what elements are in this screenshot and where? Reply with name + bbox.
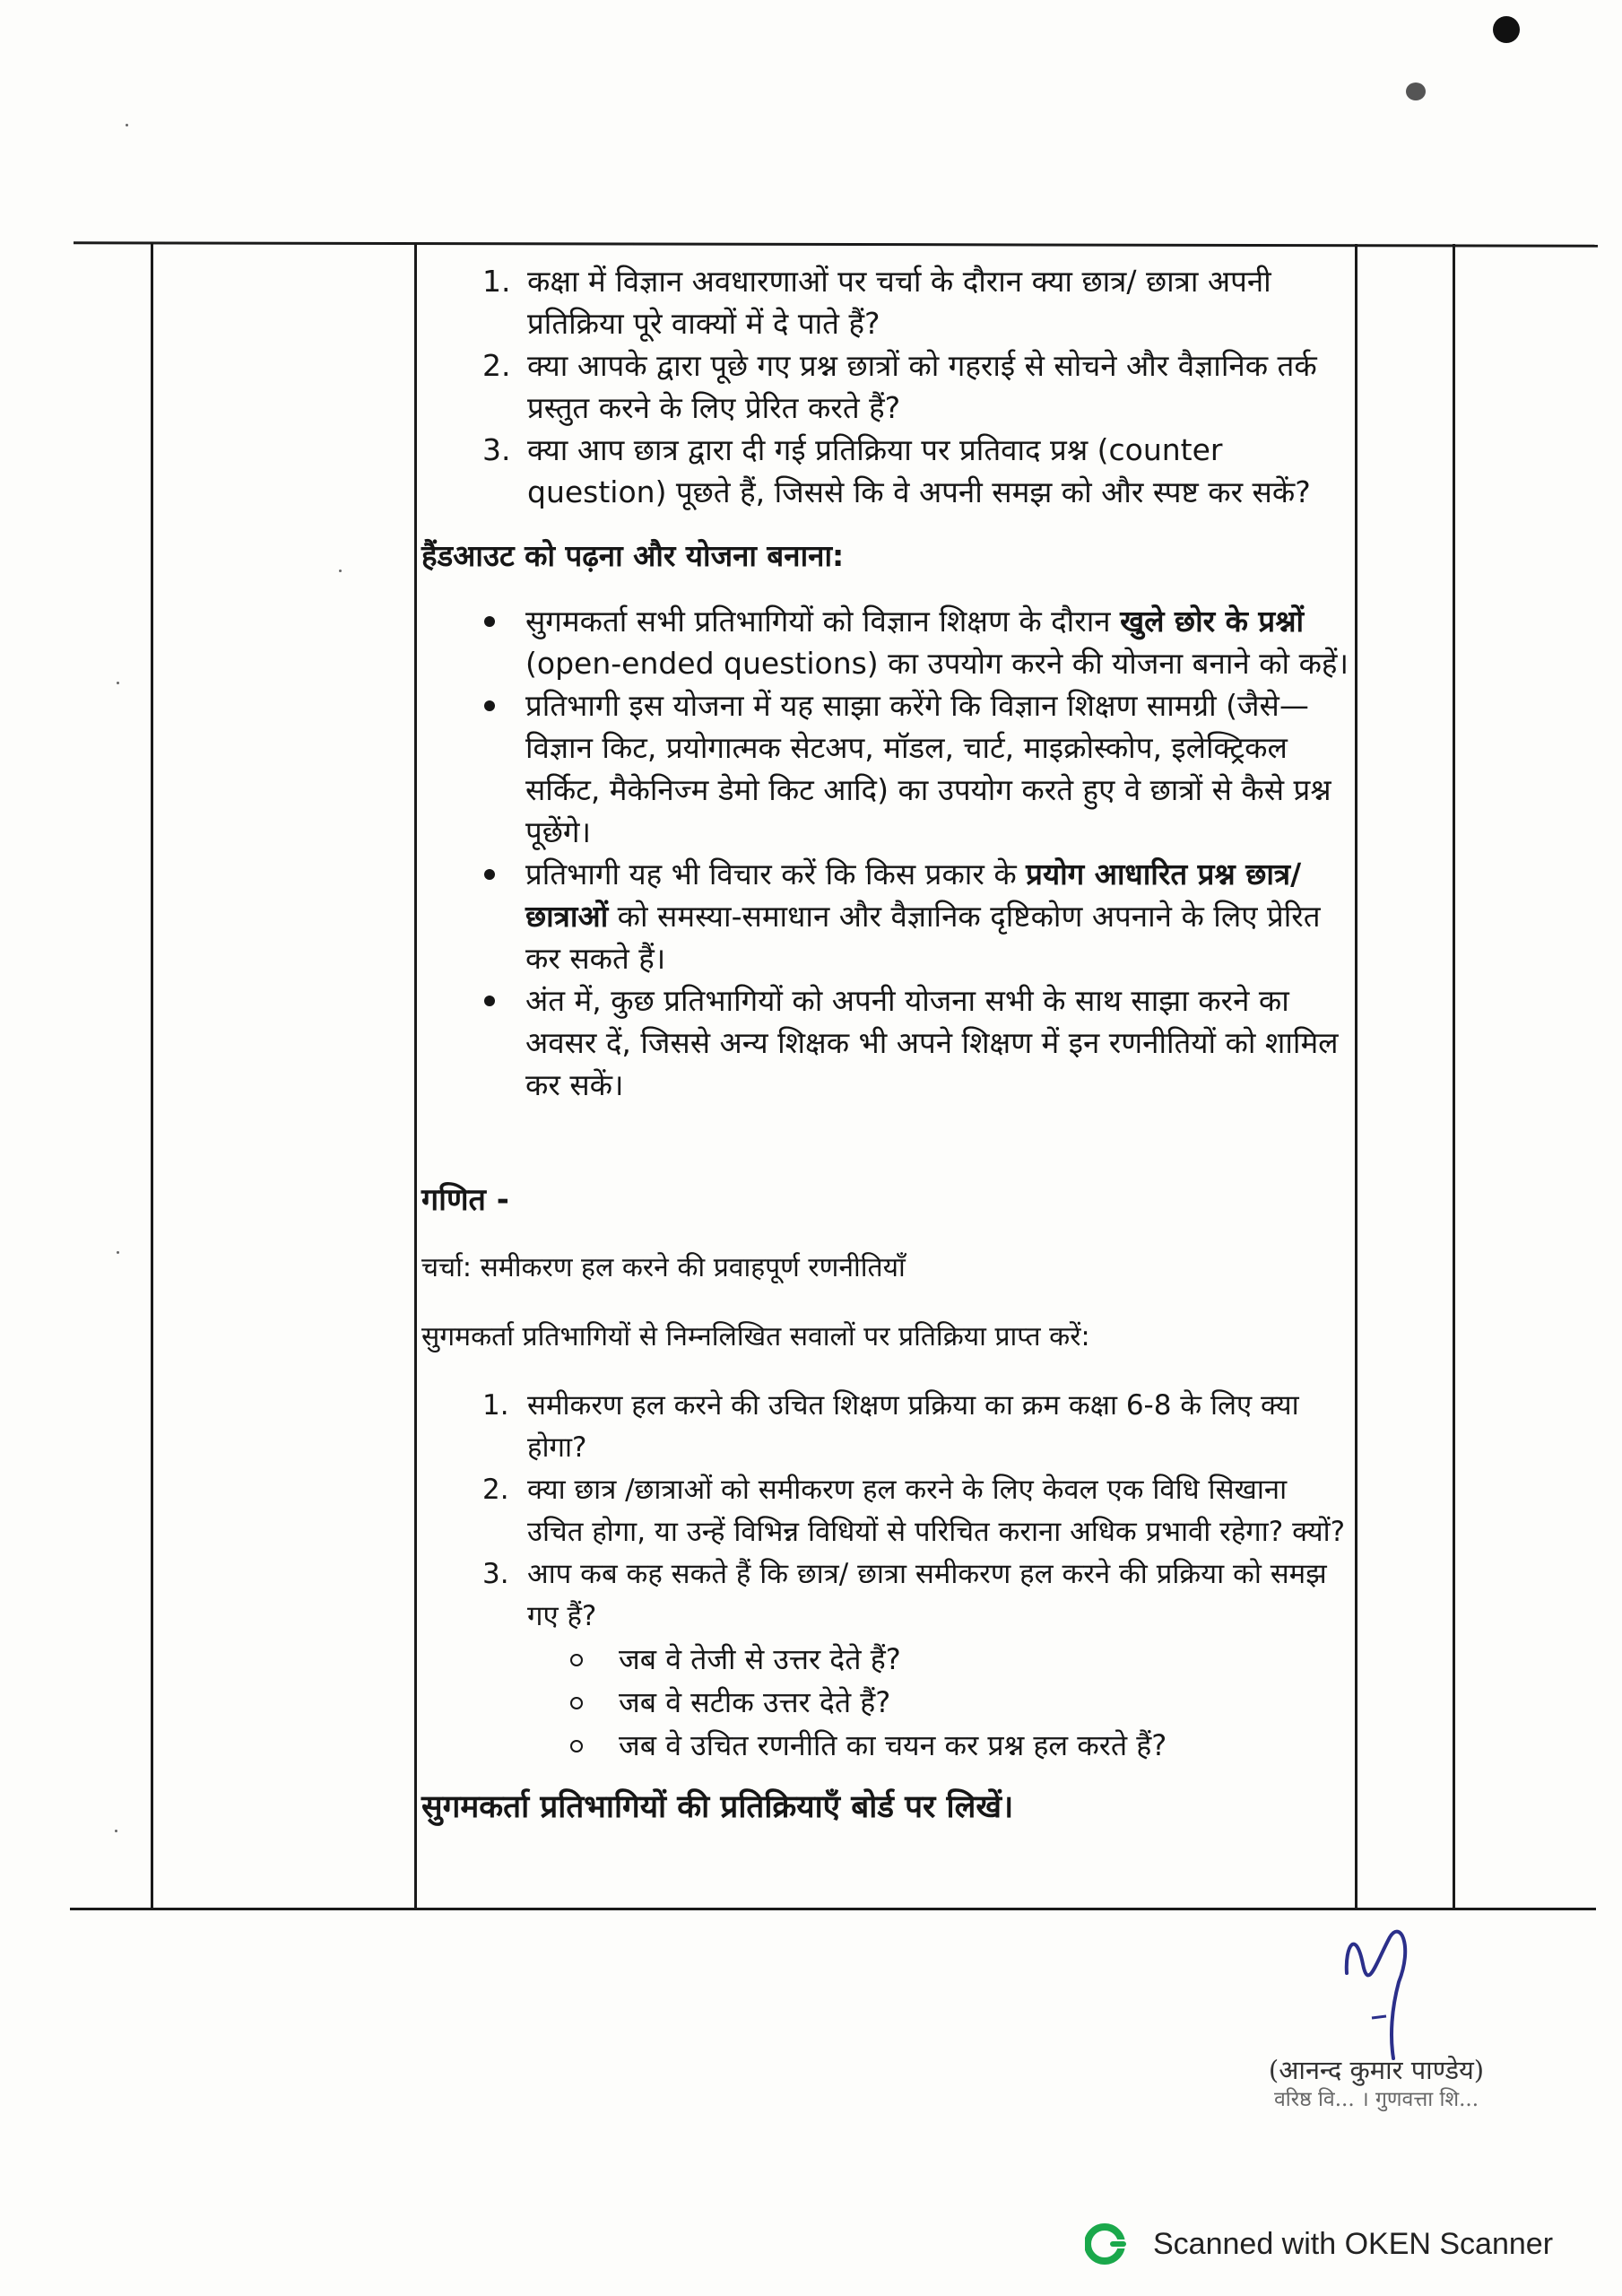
list-item: जब वे उचित रणनीति का चयन कर प्रश्न हल करते हैं? — [421, 1724, 1349, 1767]
math-questions-list — [421, 1385, 1349, 1638]
table-col-line — [1453, 244, 1455, 1910]
stamp-designation: वरिष्ठ वि... । गुणवत्ता शि... — [1273, 2088, 1479, 2111]
bullet-icon — [484, 996, 495, 1006]
list-item: 1. कक्षा में विज्ञान अवधारणाओं पर चर्चा के दौरान क्या छात्र/ छात्रा अपनी प्रतिक्रिया पूरे वाक्यों में दे पाते हैं? — [482, 264, 1271, 341]
prompt-text: सुगमकर्ता प्रतिभागियों से निम्नलिखित सवालों पर प्रतिक्रिया प्राप्त करें: — [421, 1321, 1090, 1352]
handout-bullet-list — [421, 600, 1349, 1106]
discussion-title: चर्चा: समीकरण हल करने की प्रवाहपूर्ण रणनीतियाँ — [421, 1252, 906, 1283]
table-col-line — [1355, 244, 1357, 1910]
list-item: प्रतिभागी यह भी विचार करें कि किस प्रकार के प्रयोग आधारित प्रश्न छात्र/ छात्राओं को समस्या-समाधान और वैज्ञानिक दृष्टिकोण अपनाने के लिए प्रेरित कर सकते हैं। — [421, 853, 1349, 979]
table-col-line — [414, 244, 417, 1910]
scan-mark-small — [1406, 83, 1426, 100]
list-item: 2. क्या छात्र /छात्राओं को समीकरण हल करने के लिए केवल एक विधि सिखाना उचित होगा, या उन्हें विभिन्न विधियों से परिचित कराना अधिक प्रभावी रहेगा? क्यों? — [482, 1474, 1346, 1548]
math-heading: गणित - — [421, 1182, 509, 1218]
circle-bullet-icon — [570, 1697, 583, 1709]
list-item: 3. आप कब कह सकते हैं कि छात्र/ छात्रा समीकरण हल करने की प्रक्रिया को समझ गए हैं? — [482, 1558, 1327, 1632]
list-item: प्रतिभागी इस योजना में यह साझा करेंगे कि विज्ञान शिक्षण सामग्री (जैसे—विज्ञान किट, प्रयोगात्मक सेटअप, मॉडल, चार्ट, माइक्रोस्कोप, इलेक्ट्रिकल सर्किट, मैकेनिज्म डेमो किट आदि) का उपयोग करते हुए वे छात्रों से कैसे प्रश्न पूछेंगे। — [421, 684, 1349, 853]
list-item: 2. क्या आपके द्वारा पूछे गए प्रश्न छात्रों को गहराई से सोचने और वैज्ञानिक तर्क प्रस्तुत करने के लिए प्रेरित करते हैं? — [482, 348, 1317, 425]
scan-speck — [117, 682, 119, 684]
stamp-name: (आनन्द कुमार पाण्डेय) — [1268, 2055, 1485, 2085]
scan-mark — [1493, 16, 1520, 43]
table-col-line — [151, 244, 153, 1910]
math-questions — [421, 1385, 1349, 1767]
scan-speck — [117, 1251, 119, 1254]
signature-mark — [1336, 1910, 1453, 2063]
activity-cell — [421, 260, 1349, 1860]
list-item: जब वे सटीक उत्तर देते हैं? — [421, 1681, 1349, 1724]
handout-heading: हैंडआउट को पढ़ना और योजना बनाना: — [421, 538, 845, 573]
circle-bullet-icon — [570, 1740, 583, 1752]
scan-speck — [126, 124, 128, 126]
list-item: अंत में, कुछ प्रतिभागियों को अपनी योजना सभी के साथ साझा करने का अवसर दें, जिससे अन्य शिक्षक भी अपने शिक्षण में इन रणनीतियों को शामिल कर सकें। — [421, 979, 1349, 1106]
oken-scanner-logo-icon — [1085, 2222, 1130, 2266]
list-item: 3. क्या आप छात्र द्वारा दी गई प्रतिक्रिया पर प्रतिवाद प्रश्न (counter question) पूछते हैं, जिससे कि वे अपनी समझ को और स्पष्ट कर सकें? — [482, 432, 1311, 509]
bullet-icon — [484, 869, 495, 880]
science-questions-list — [421, 260, 1349, 513]
scan-speck — [339, 570, 342, 572]
bullet-icon — [484, 616, 495, 627]
scanner-watermark — [1085, 2217, 1553, 2271]
scan-speck — [115, 1830, 117, 1832]
list-item: सुगमकर्ता सभी प्रतिभागियों को विज्ञान शिक्षण के दौरान खुले छोर के प्रश्नों (open-ended questions) का उपयोग करने की योजना बनाने को कहें। — [421, 600, 1349, 684]
sub-options-list — [421, 1638, 1349, 1767]
official-stamp — [1219, 2054, 1533, 2113]
bullet-icon — [484, 700, 495, 711]
circle-bullet-icon — [570, 1654, 583, 1666]
list-item: 1. समीकरण हल करने की उचित शिक्षण प्रक्रिया का क्रम कक्षा 6-8 के लिए क्या होगा? — [482, 1389, 1299, 1464]
final-instruction: सुगमकर्ता प्रतिभागियों की प्रतिक्रियाएँ बोर्ड पर लिखें। — [421, 1789, 1014, 1825]
list-item: जब वे तेजी से उत्तर देते हैं? — [421, 1638, 1349, 1681]
table-top-border — [74, 241, 1598, 248]
scanner-label: Scanned with OKEN Scanner — [1153, 2226, 1554, 2261]
